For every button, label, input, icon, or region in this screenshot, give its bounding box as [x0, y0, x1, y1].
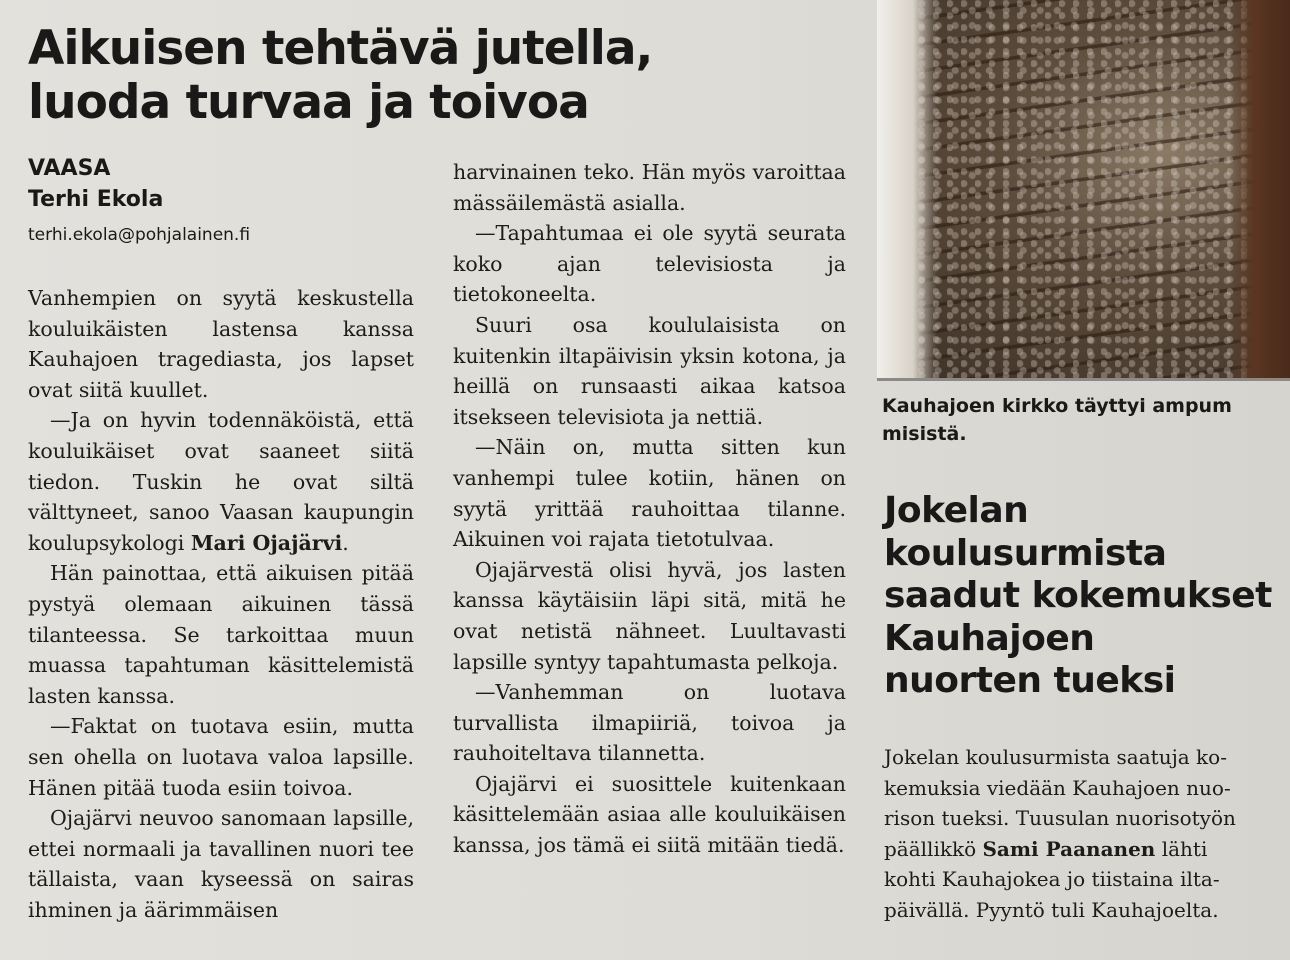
paragraph: —Faktat on tuotava esiin, mutta sen ohella on luotava valoa lapsille. Hänen pitää tuoda esiin toivoa.	[28, 714, 414, 800]
youth-chief-name: Sami Paananen	[982, 836, 1156, 861]
church-pillar	[877, 0, 937, 380]
paragraph-text: .	[342, 530, 349, 555]
crowd-texture	[877, 0, 1290, 380]
sidebar-text: päällikkö	[884, 836, 983, 861]
paragraph: —Vanhemman on luotava turvallista ilmapiiriä, toivoa ja rauhoiteltava tilannetta.	[453, 680, 846, 766]
sidebar-headline-line: saadut kokemukset	[884, 575, 1272, 616]
photo-divider	[877, 378, 1290, 381]
paragraph: Ojajärvestä olisi hyvä, jos lasten kanssa käytäisiin läpi sitä, mitä he ovat netistä nähneet. Luultavasti lapsille syntyy tapahtumasta pelkoja.	[453, 557, 846, 674]
paragraph-text: —Ja on hyvin todennäköistä, että kouluikäiset ovat saaneet siitä tiedon. Tuskin he ovat siltä välttyneet, sanoo Vaasan kaupungin koulupsykologi	[28, 408, 414, 555]
headline-line-1: Aikuisen tehtävä jutella,	[28, 21, 653, 76]
sidebar-line: kohti Kauhajokea jo tiistaina ilta-	[884, 867, 1220, 892]
sidebar-body	[884, 742, 1284, 926]
psychologist-name: Mari Ojajärvi	[190, 530, 343, 555]
article-headline	[28, 22, 828, 130]
photo-caption	[882, 392, 1290, 448]
sidebar-line: rison tueksi. Tuusulan nuorisotyön	[884, 806, 1236, 831]
paragraph: —Näin on, mutta sitten kun vanhempi tulee kotiin, hänen on syytä yrittää rauhoittaa tilanne. Aikuinen voi rajata tietotulvaa.	[453, 435, 846, 552]
paragraph: —Tapahtumaa ei ole syytä seurata koko ajan televisiosta ja tietokoneelta.	[453, 221, 846, 307]
sidebar-line: Jokelan koulusurmista saatuja ko-	[884, 745, 1227, 769]
sidebar-headline-line: nuorten tueksi	[884, 660, 1176, 701]
paragraph: harvinainen teko. Hän myös varoittaa mässäilemästä asialla.	[453, 160, 846, 215]
caption-line-2: misistä.	[882, 423, 967, 445]
sidebar-line	[884, 834, 1284, 865]
paragraph: Suuri osa koululaisista on kuitenkin iltapäivisin yksin kotona, ja heillä on runsaasti aikaa katsoa itsekseen televisiota ja nettiä.	[453, 312, 846, 429]
paragraph	[28, 405, 414, 558]
paragraph: Ojajärvi neuvoo sanomaan lapsille, ettei normaali ja tavallinen nuori tee tällaista, vaan kyseessä on sairas ihminen ja äärimmäisen	[28, 806, 414, 922]
caption-line-1: Kauhajoen kirkko täyttyi ampum	[882, 395, 1232, 417]
church-wall	[1230, 0, 1290, 380]
paragraph: Vanhempien on syytä keskustella kouluikäisten lastensa kanssa Kauhajoen tragediasta, jos lapset ovat siitä kuullet.	[28, 286, 414, 402]
paragraph: Hän painottaa, että aikuisen pitää pystyä olemaan aikuinen tässä tilanteessa. Se tarkoittaa muun muassa tapahtuman käsittelemistä lasten kanssa.	[28, 561, 414, 708]
sidebar-text: lähti	[1155, 836, 1208, 861]
article-column-2	[453, 157, 846, 861]
headline-line-2: luoda turvaa ja toivoa	[28, 75, 589, 130]
author-email: terhi.ekola@pohjalainen.fi	[28, 225, 251, 245]
sidebar-line: kemuksia viedään Kauhajoen nuo-	[884, 775, 1231, 800]
sidebar-line: päivällä. Pyyntö tuli Kauhajoelta.	[884, 897, 1219, 922]
sidebar-headline-line: koulusurmista	[884, 532, 1167, 574]
article-column-1	[28, 283, 414, 925]
sidebar-headline-line: Kauhajoen	[884, 617, 1095, 659]
dateline-city: VAASA	[28, 156, 111, 181]
sidebar-headline-line: Jokelan	[884, 490, 1029, 531]
sidebar-headline	[884, 490, 1284, 703]
church-crowd-photo	[877, 0, 1290, 380]
paragraph: Ojajärvi ei suosittele kuitenkaan käsittelemään asiaa alle kouluikäisen kanssa, jos tämä ei siitä mitään tiedä.	[453, 771, 846, 858]
author-name: Terhi Ekola	[28, 187, 164, 212]
